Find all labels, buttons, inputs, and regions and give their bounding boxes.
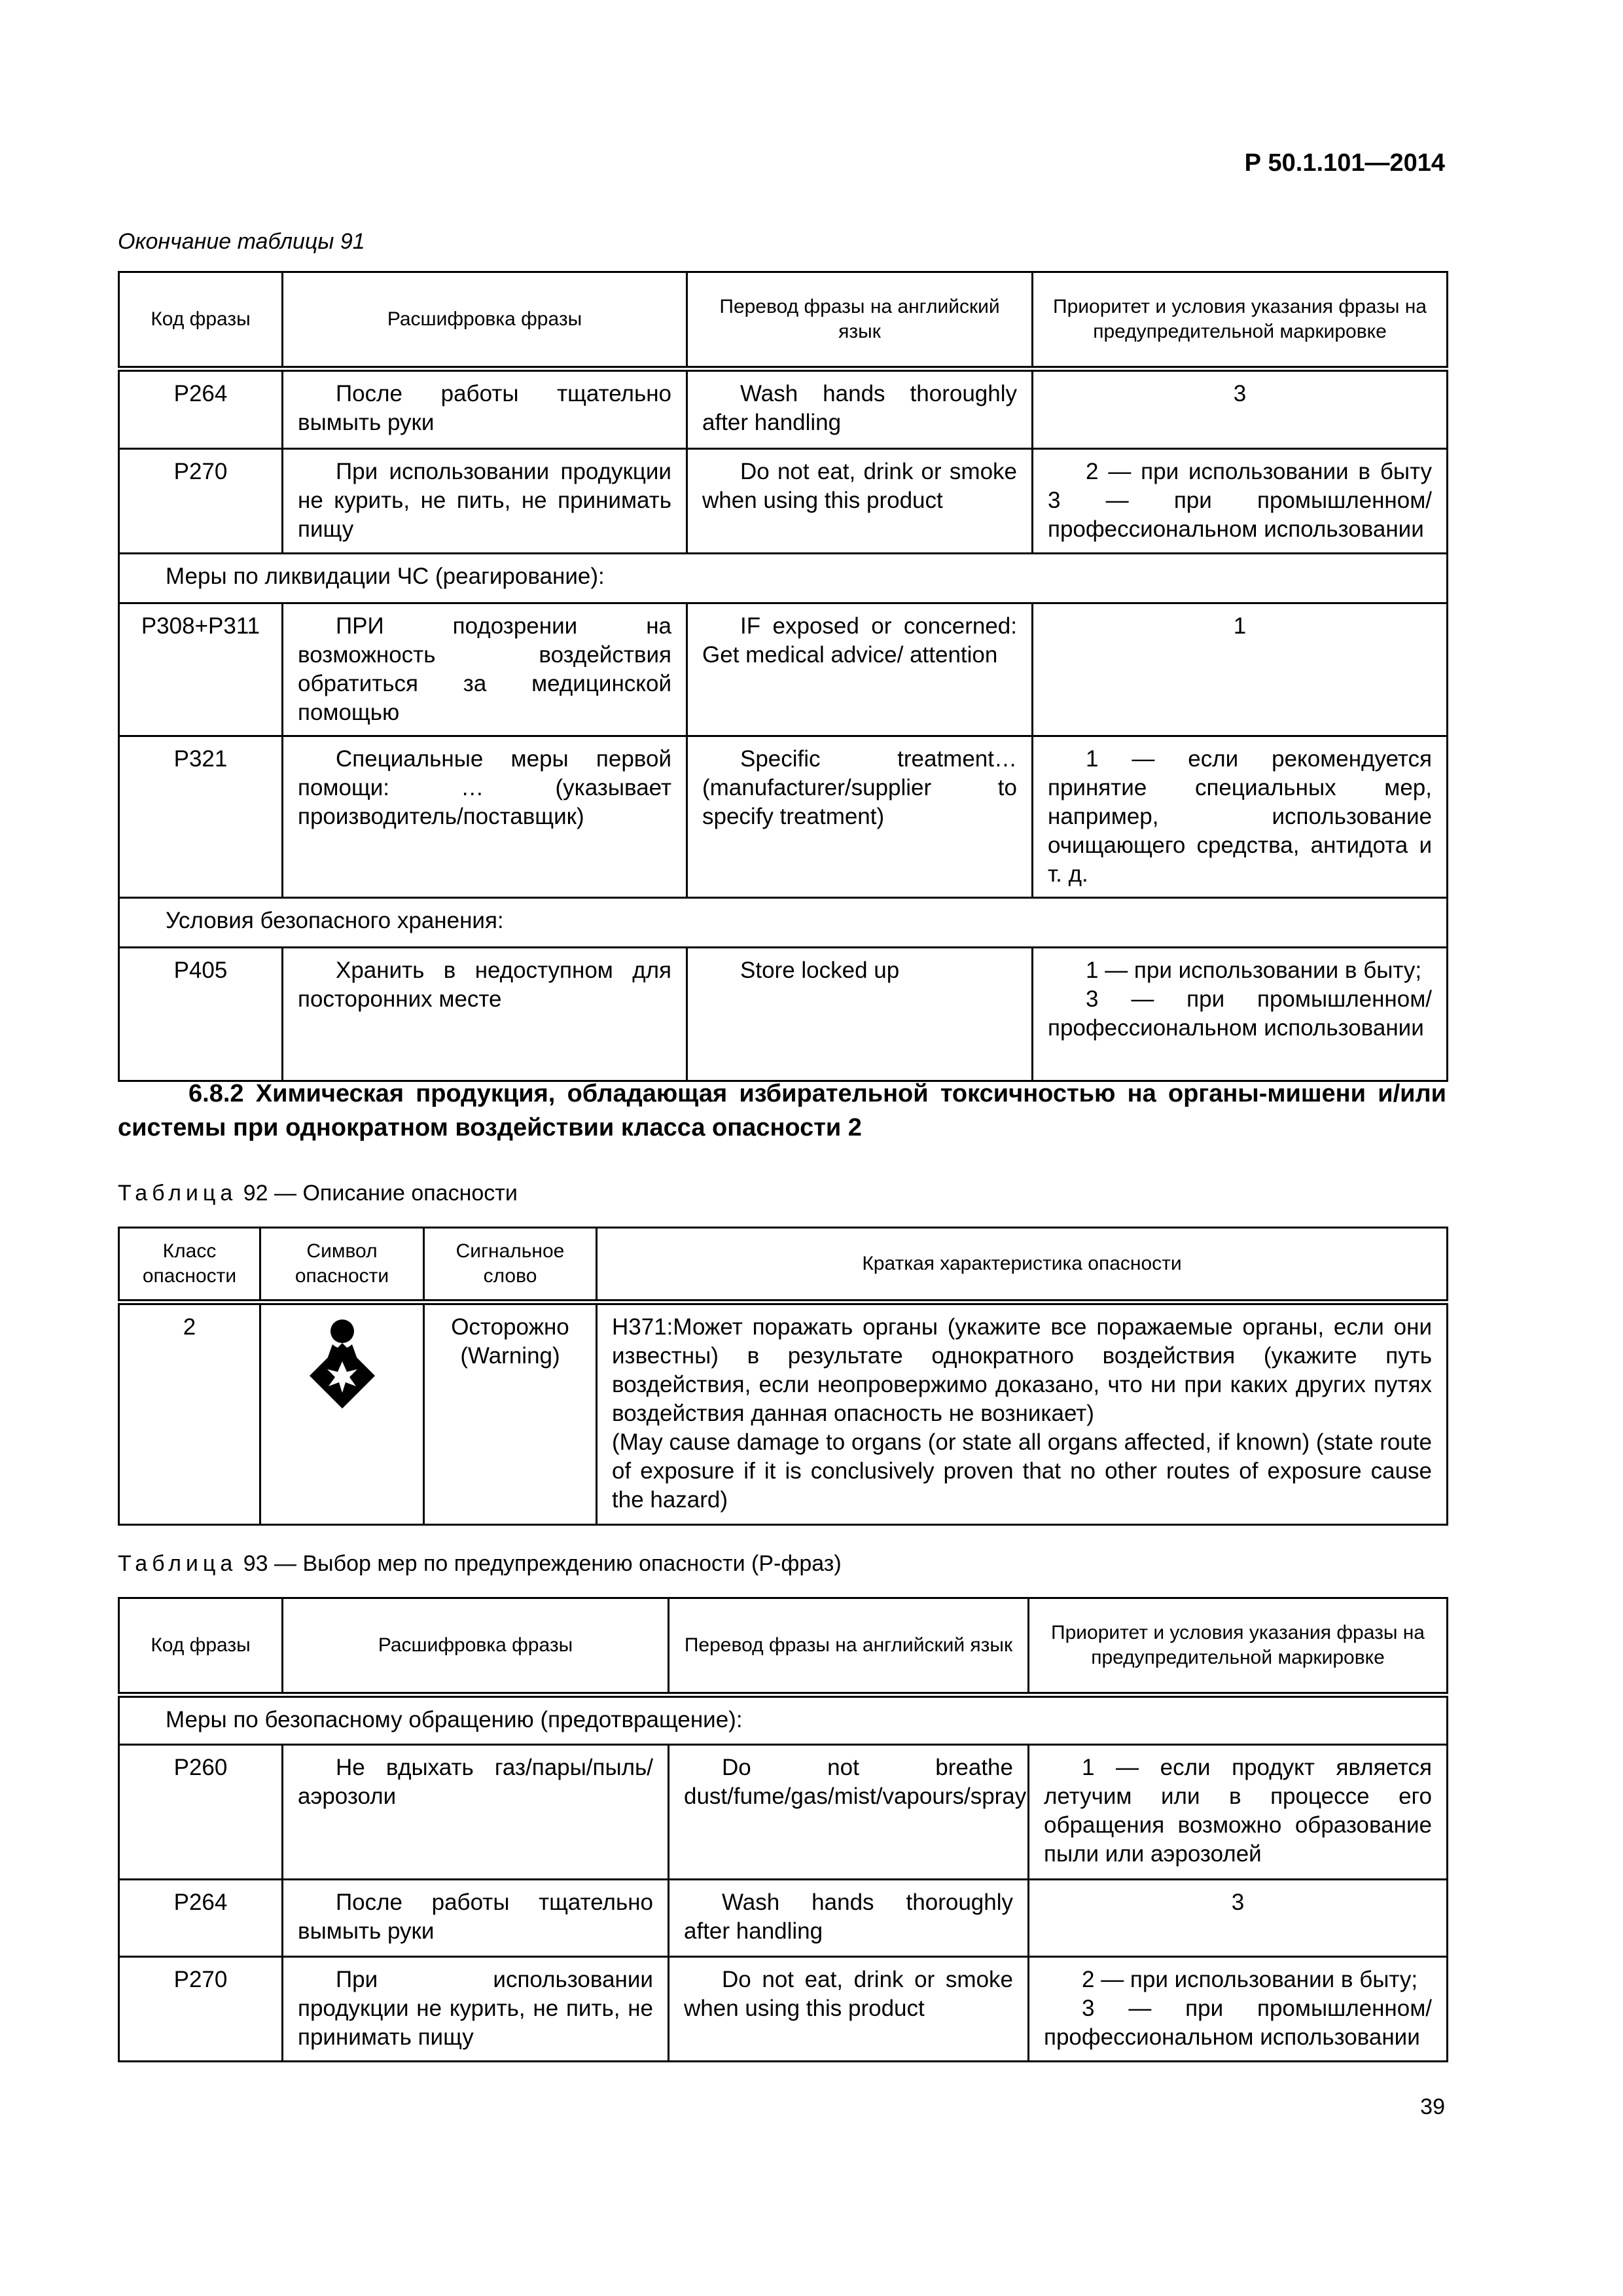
column-header: Класс опасности — [119, 1228, 260, 1302]
column-header: Сигнальное слово — [424, 1228, 597, 1302]
phrase-ru: Хранить в недоступном для посторонних месте — [283, 948, 687, 1081]
table-row — [119, 1302, 1448, 1525]
column-header: Перевод фразы на английский язык — [687, 272, 1033, 369]
section-heading: 6.8.2 Химическая продукция, обладающая избирательной токсичностью на органы-мишени и/или системы при однократном воздействии класса опасности 2 — [118, 1080, 1446, 1141]
page-number: 39 — [1420, 2094, 1445, 2119]
hazard-class: 2 — [119, 1302, 260, 1525]
table-row — [119, 603, 1448, 736]
table-92 — [118, 1227, 1448, 1526]
phrase-code: Р270 — [119, 449, 283, 554]
table-row — [119, 449, 1448, 554]
table-93 — [118, 1597, 1448, 2062]
phrase-code: Р264 — [119, 1880, 283, 1957]
phrase-en: Wash hands thoroughly after handling — [669, 1880, 1029, 1957]
column-header: Приоритет и условия указания фразы на предупредительной маркировке — [1033, 272, 1448, 369]
phrase-ru: При использовании продукции не курить, не пить, не принимать пищу — [283, 1957, 669, 2062]
column-header: Приоритет и условия указания фразы на предупредительной маркировке — [1029, 1598, 1448, 1695]
table-92-caption: Таблица 92 — Описание опасности — [118, 1181, 518, 1206]
phrase-priority: 2 — при использовании в быту 3 — при промышленном/профессиональном использовании — [1033, 449, 1448, 554]
table-row — [119, 948, 1448, 1081]
phrase-ru: После работы тщательно вымыть руки — [283, 1880, 669, 1957]
document-code: Р 50.1.101—2014 — [1244, 149, 1445, 177]
table-row — [119, 1957, 1448, 2062]
table-row — [119, 736, 1448, 898]
phrase-code: Р270 — [119, 1957, 283, 2062]
phrase-en: Do not eat, drink or smoke when using this product — [687, 449, 1033, 554]
phrase-en: Specific treatment… (manufacturer/supplier to specify treatment) — [687, 736, 1033, 898]
table-91-caption: Окончание таблицы 91 — [118, 229, 365, 254]
column-header: Расшифровка фразы — [283, 272, 687, 369]
phrase-ru: ПРИ подозрении на возможность воздействия обратиться за медицинской помощью — [283, 603, 687, 736]
phrase-priority: 1 — при использовании в быту; 3 — при промышленном/профессиональном использовании — [1033, 948, 1448, 1081]
section-row: Условия безопасного хранения: — [119, 898, 1448, 948]
section-row: Меры по ликвидации ЧС (реагирование): — [119, 554, 1448, 603]
phrase-ru: После работы тщательно вымыть руки — [283, 369, 687, 449]
phrase-en: Do not breathe dust/fume/gas/mist/vapours/spray — [669, 1745, 1029, 1880]
column-header: Краткая характеристика опасности — [597, 1228, 1448, 1302]
phrase-ru: Не вдыхать газ/пары/пыль/аэрозоли — [283, 1745, 669, 1880]
phrase-code: Р260 — [119, 1745, 283, 1880]
phrase-priority: 1 — [1033, 603, 1448, 736]
signal-word: Осторожно (Warning) — [424, 1302, 597, 1525]
phrase-priority: 1 — если продукт является летучим или в процессе его обращения возможно образование пыли или аэрозолей — [1029, 1745, 1448, 1880]
phrase-ru: Специальные меры первой помощи: … (указывает производитель/поставщик) — [283, 736, 687, 898]
hazard-symbol — [260, 1302, 424, 1525]
table-91 — [118, 271, 1448, 1082]
phrase-code: Р264 — [119, 369, 283, 449]
table-row — [119, 1745, 1448, 1880]
column-header: Код фразы — [119, 272, 283, 369]
phrase-code: Р405 — [119, 948, 283, 1081]
phrase-priority: 3 — [1033, 369, 1448, 449]
phrase-en: Wash hands thoroughly after handling — [687, 369, 1033, 449]
column-header: Расшифровка фразы — [283, 1598, 669, 1695]
phrase-priority: 1 — если рекомендуется принятие специальных мер, например, использование очищающего средства, антидота и т. д. — [1033, 736, 1448, 898]
table-row — [119, 369, 1448, 449]
health-hazard-icon — [306, 1317, 378, 1408]
hazard-description: H371:Может поражать органы (укажите все поражаемые органы, если они известны) в результате однократного воздействия (укажите путь воздействия, если неопровержимо доказано, что ни при каких других путях воздействия данная опасность не возникает) (May cause damage to organs (or state all organs affected, if known) (state route of exposure if it is conclusively proven that no other routes of exposure cause the hazard) — [597, 1302, 1448, 1525]
phrase-code: Р321 — [119, 736, 283, 898]
phrase-ru: При использовании продукции не курить, не пить, не принимать пищу — [283, 449, 687, 554]
column-header: Символ опасности — [260, 1228, 424, 1302]
section-row: Меры по безопасному обращению (предотвращение): — [119, 1695, 1448, 1745]
column-header: Код фразы — [119, 1598, 283, 1695]
table-93-caption: Таблица 93 — Выбор мер по предупреждению опасности (Р-фраз) — [118, 1551, 842, 1576]
phrase-code: Р308+Р311 — [119, 603, 283, 736]
phrase-en: Do not eat, drink or smoke when using this product — [669, 1957, 1029, 2062]
phrase-priority: 2 — при использовании в быту; 3 — при промышленном/профессиональном использовании — [1029, 1957, 1448, 2062]
phrase-en: IF exposed or concerned: Get medical advice/ attention — [687, 603, 1033, 736]
phrase-en: Store locked up — [687, 948, 1033, 1081]
phrase-priority: 3 — [1029, 1880, 1448, 1957]
table-row — [119, 1880, 1448, 1957]
column-header: Перевод фразы на английский язык — [669, 1598, 1029, 1695]
